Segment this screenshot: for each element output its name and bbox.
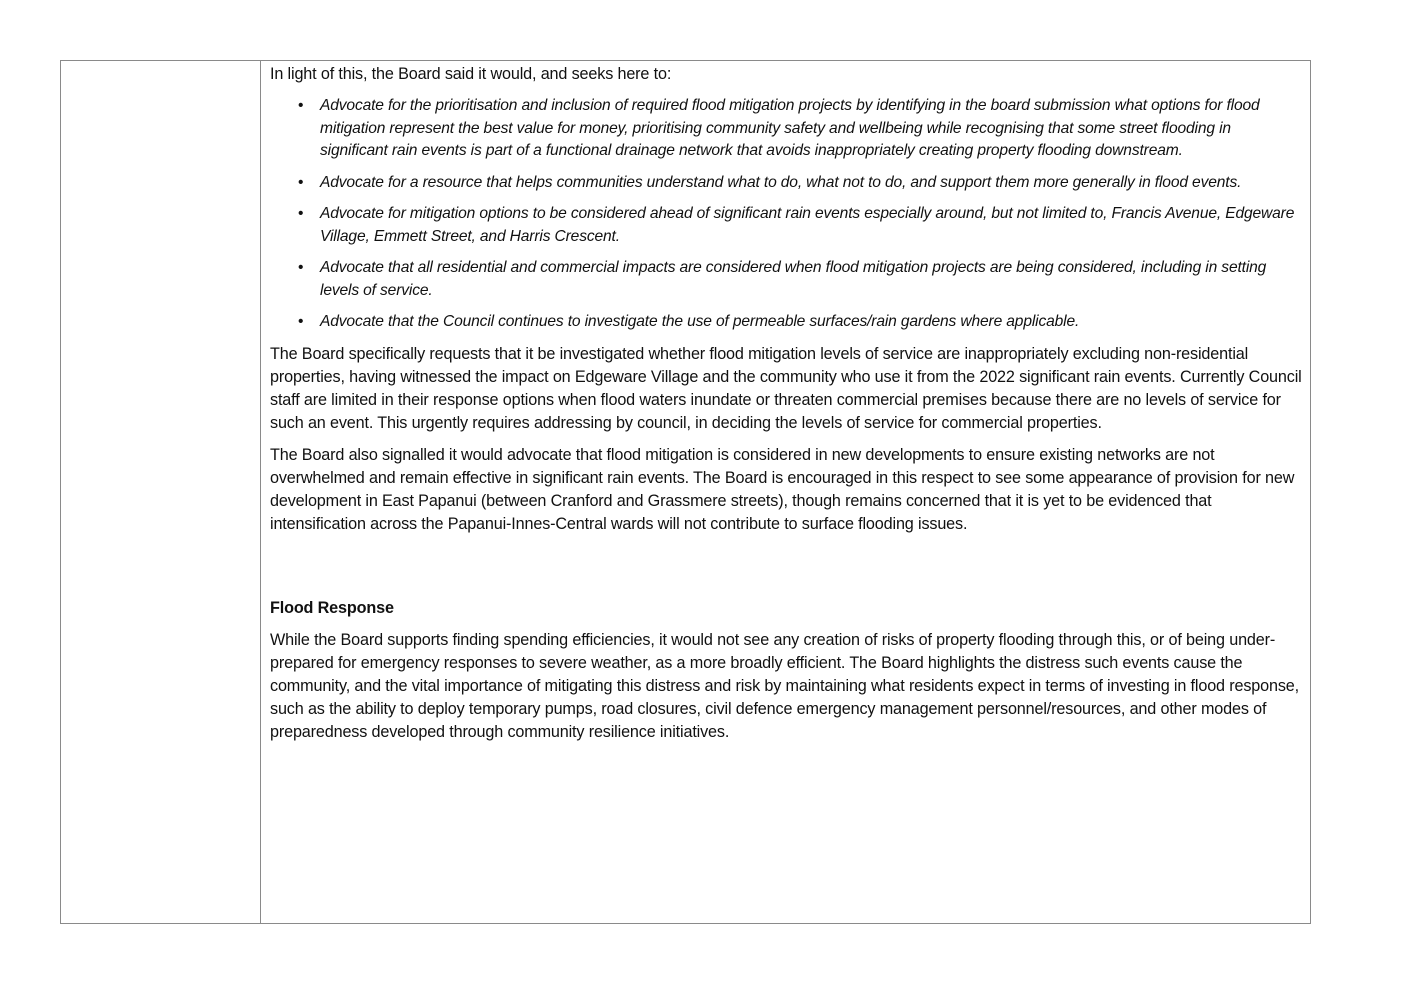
section-spacer [270,545,1302,597]
table-right-cell [261,61,1310,923]
intro-paragraph: In light of this, the Board said it would, and seeks here to: [270,65,672,83]
bullet-icon: • [298,313,304,330]
bullet-icon: • [298,173,304,191]
bullet-icon: • [298,205,304,222]
list-item: • Advocate for the prioritisation and inclusion of required flood mitigation projects by identifying in the board submission what options for flood mitigation represent the best value for money, prioritising community safety and wellbeing while recognising that some street flooding in significant rain events is part of a functional drainage network that avoids inappropriately creating property flooding downstream. [298,97,1260,159]
advocacy-list [270,95,1302,334]
table-left-cell [61,61,261,923]
list-item: • Advocate that all residential and commercial impacts are considered when flood mitigation projects are being considered, including in setting levels of service. [298,259,1267,299]
bullet-icon: • [298,97,304,114]
list-item: • Advocate for mitigation options to be considered ahead of significant rain events especially around, but not limited to, Francis Avenue, Edgeware Village, Emmett Street, and Harris Crescent. [298,205,1295,245]
levels-of-service-paragraph: The Board specifically requests that it be investigated whether flood mitigation levels of service are inappropriately excluding non-residential properties, having witnessed the impact on Edgeware Village and the community who use it from the 2022 significant rain events. Currently Council staff are limited in their response options when flood waters inundate or threaten commercial premises because there are no levels of service for such an event. This urgently requires addressing by council, in deciding the levels of service for commercial properties. [270,344,1302,432]
new-developments-paragraph: The Board also signalled it would advocate that flood mitigation is considered in new developments to ensure existing networks are not overwhelmed and remain effective in significant rain events. The Board is encouraged in this respect to see some appearance of provision for new development in East Papanui (between Cranford and Grassmere streets), though remains concerned that it is yet to be evidenced that intensification across the Papanui-Innes-Central wards will not contribute to surface flooding issues. [270,445,1295,533]
list-item: • Advocate that the Council continues to investigate the use of permeable surfaces/rain gardens where applicable. [320,311,1302,334]
bullet-icon: • [298,259,304,276]
document-table [60,60,1311,924]
list-item: • Advocate for a resource that helps communities understand what to do, what not to do, and support them more generally in flood events. [320,172,1302,195]
flood-response-heading: Flood Response [270,598,394,617]
flood-response-paragraph: While the Board supports finding spending efficiencies, it would not see any creation of risks of property flooding through this, or of being under-prepared for emergency responses to severe weather, as a more broadly efficient. The Board highlights the distress such events cause the community, and the vital importance of mitigating this distress and risk by maintaining what residents expect in terms of investing in flood response, such as the ability to deploy temporary pumps, road closures, civil defence emergency management personnel/resources, and other modes of preparedness developed through community resilience initiatives. [270,630,1299,741]
